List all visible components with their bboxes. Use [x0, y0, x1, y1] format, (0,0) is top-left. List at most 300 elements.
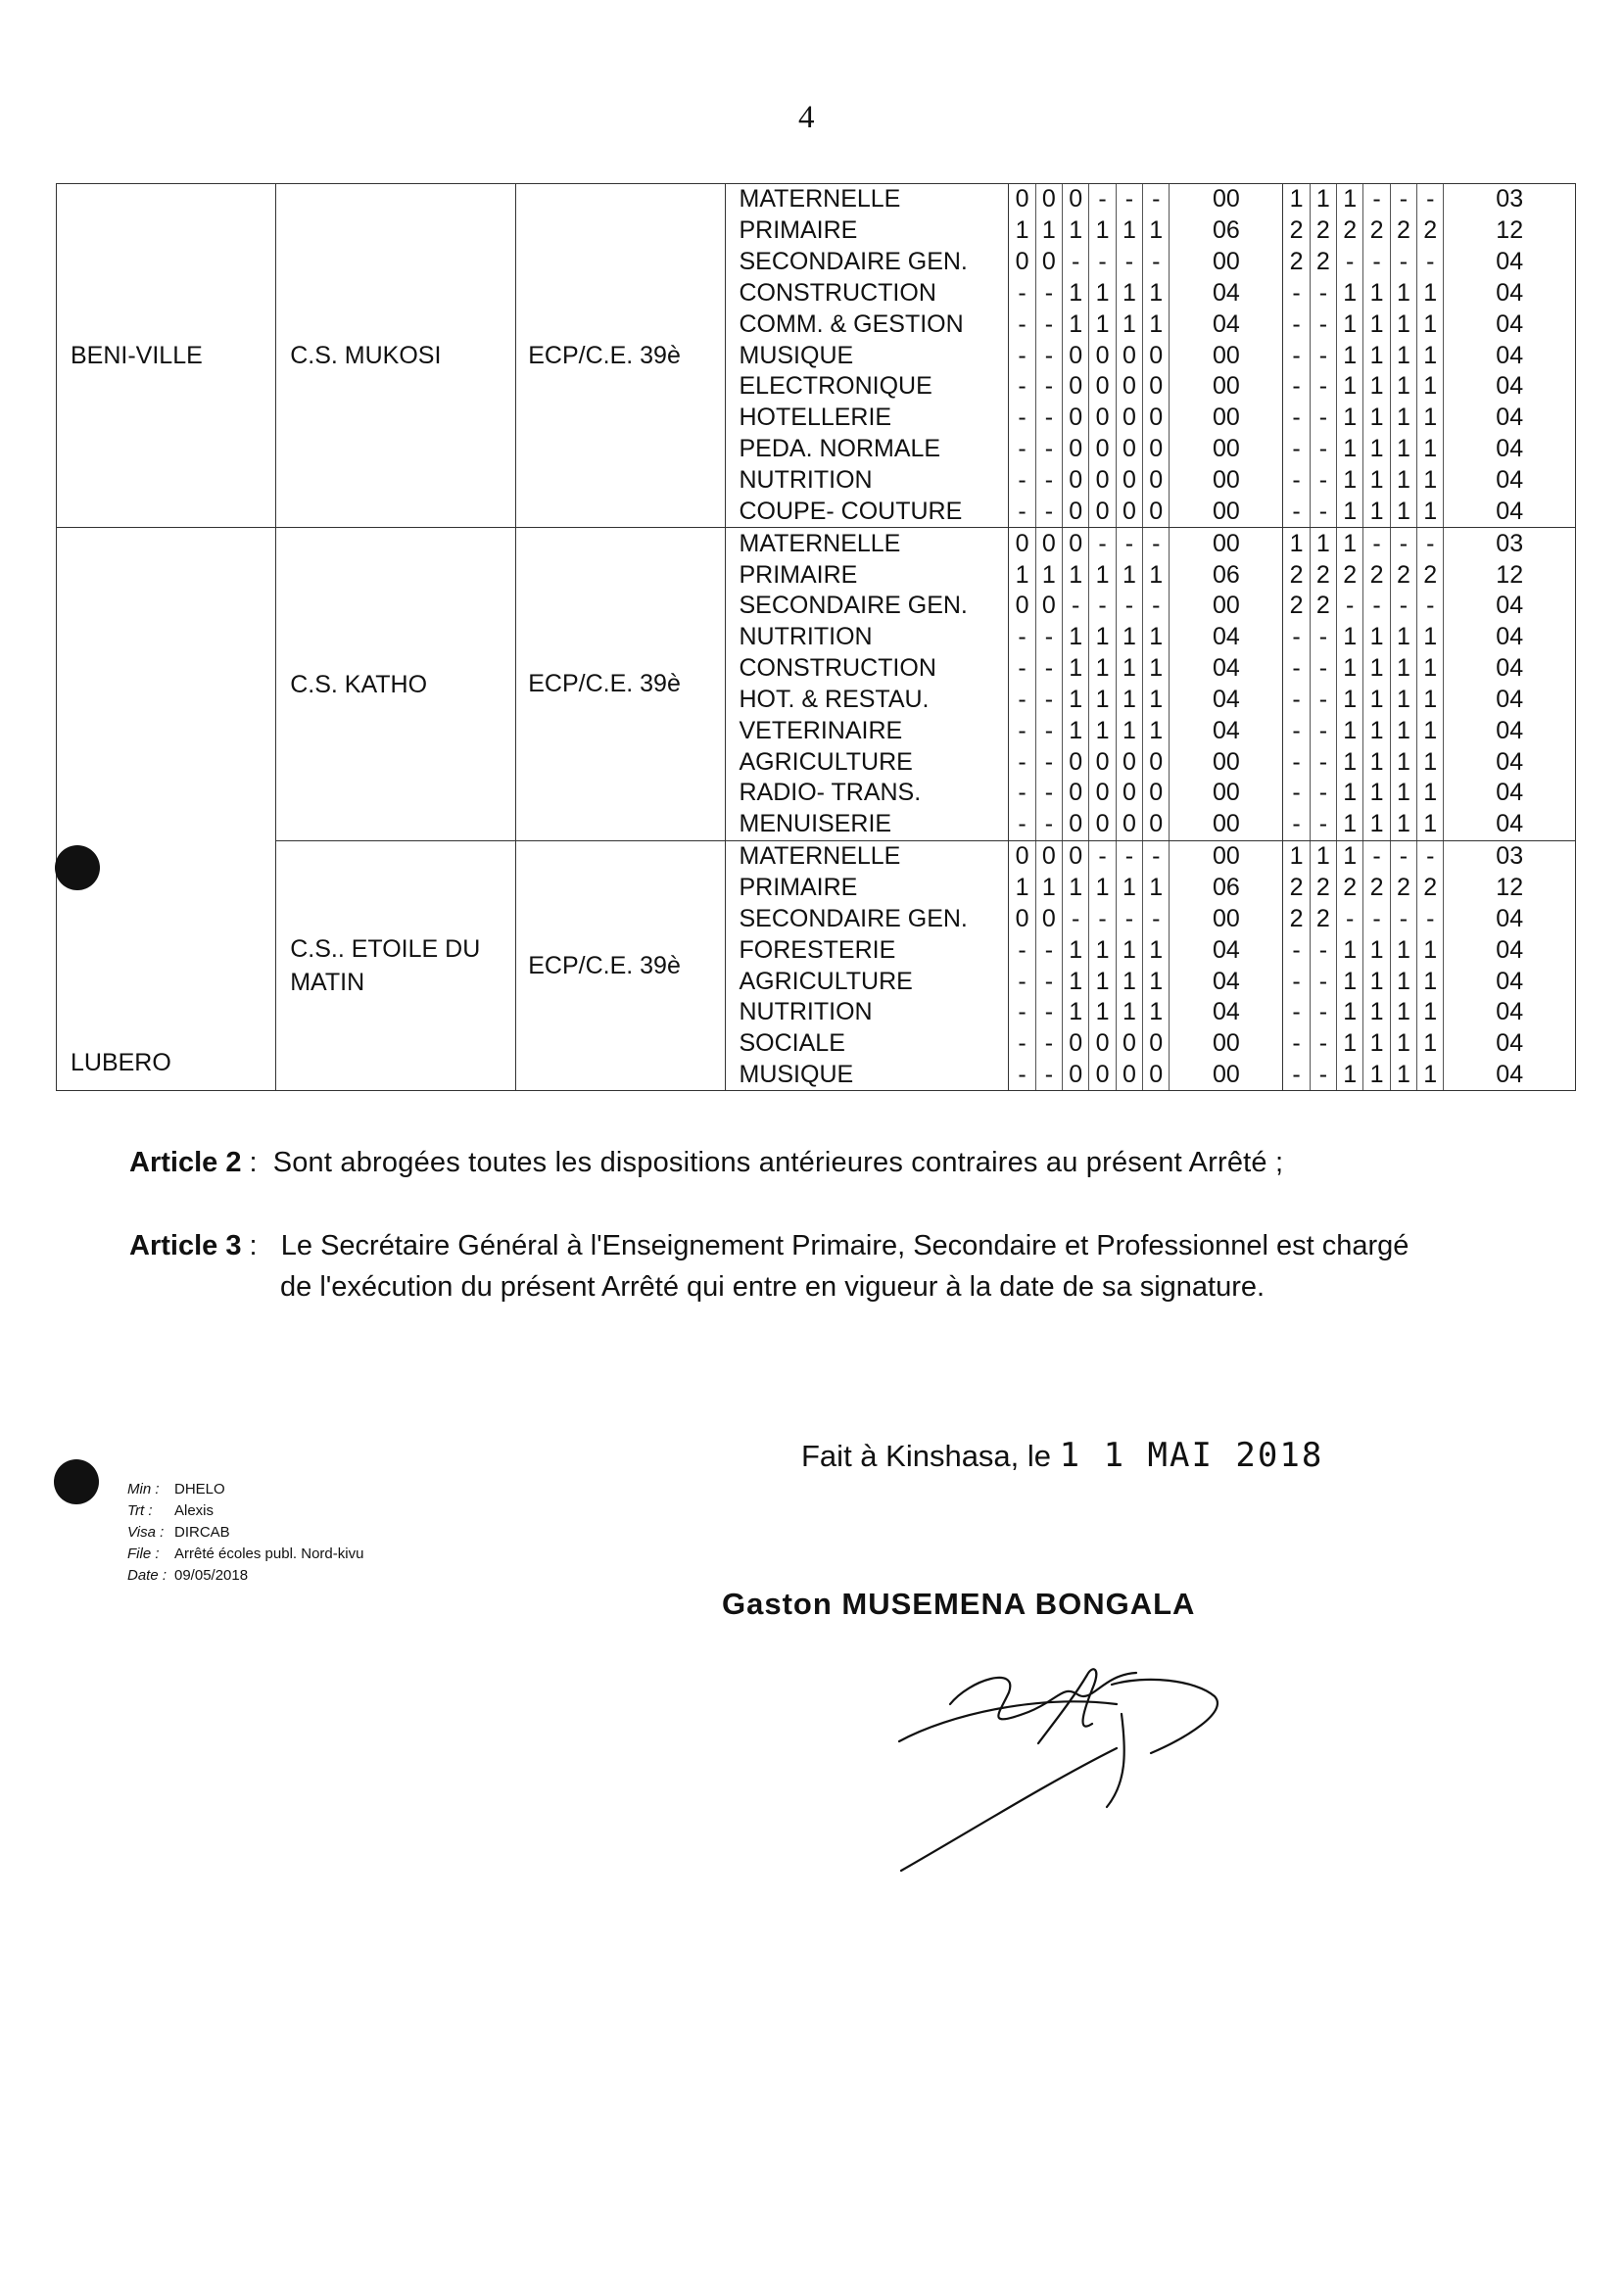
count-cell-a: 0: [1063, 778, 1089, 809]
count-cell-a: 0: [1143, 403, 1170, 434]
count-cell-a: 1: [1116, 715, 1142, 746]
total-cell-b: 03: [1444, 528, 1576, 559]
count-cell-b: -: [1283, 340, 1310, 371]
total-cell-b: 04: [1444, 403, 1576, 434]
count-cell-a: 1: [1143, 215, 1170, 247]
count-cell-a: 0: [1116, 340, 1142, 371]
count-cell-b: 1: [1363, 966, 1390, 997]
count-cell-a: -: [1009, 403, 1035, 434]
count-cell-a: 0: [1116, 809, 1142, 840]
count-cell-b: -: [1310, 715, 1336, 746]
option-cell: SECONDAIRE GEN.: [725, 247, 1009, 278]
count-cell-a: 0: [1063, 434, 1089, 465]
count-cell-a: 1: [1143, 997, 1170, 1028]
count-cell-a: -: [1035, 934, 1062, 966]
reference-line: [127, 1522, 363, 1544]
count-cell-a: 1: [1143, 309, 1170, 340]
count-cell-a: 1: [1116, 934, 1142, 966]
count-cell-a: -: [1116, 840, 1142, 872]
count-cell-b: 1: [1417, 371, 1444, 403]
reference-key: Trt :: [127, 1502, 153, 1519]
count-cell-a: 1: [1063, 966, 1089, 997]
count-cell-a: 1: [1009, 873, 1035, 904]
count-cell-b: 1: [1363, 340, 1390, 371]
count-cell-b: 1: [1417, 622, 1444, 653]
total-cell-a: 06: [1170, 215, 1283, 247]
total-cell-a: 00: [1170, 1028, 1283, 1060]
count-cell-a: 0: [1089, 746, 1116, 778]
count-cell-b: 2: [1417, 559, 1444, 591]
count-cell-a: 1: [1035, 215, 1062, 247]
count-cell-b: 2: [1283, 591, 1310, 622]
count-cell-a: 0: [1009, 903, 1035, 934]
count-cell-b: 1: [1363, 1028, 1390, 1060]
count-cell-b: 2: [1363, 873, 1390, 904]
count-cell-a: -: [1035, 309, 1062, 340]
total-cell-b: 04: [1444, 465, 1576, 497]
article-2-text: Sont abrogées toutes les dispositions antérieures contraires au présent Arrêté ;: [272, 1147, 1284, 1178]
regime-cell: ECP/C.E. 39è: [516, 184, 725, 528]
count-cell-a: 1: [1063, 215, 1089, 247]
option-cell: PRIMAIRE: [725, 215, 1009, 247]
reference-line: [127, 1479, 363, 1500]
count-cell-a: -: [1035, 685, 1062, 716]
count-cell-b: -: [1283, 1060, 1310, 1091]
count-cell-b: 1: [1417, 1028, 1444, 1060]
count-cell-b: -: [1310, 496, 1336, 527]
total-cell-a: 06: [1170, 873, 1283, 904]
count-cell-a: -: [1089, 247, 1116, 278]
count-cell-b: 1: [1283, 528, 1310, 559]
count-cell-a: 1: [1116, 873, 1142, 904]
article-3-label: Article 3: [129, 1230, 242, 1261]
count-cell-a: -: [1116, 184, 1142, 215]
count-cell-a: -: [1089, 840, 1116, 872]
count-cell-b: -: [1310, 622, 1336, 653]
count-cell-b: 1: [1390, 778, 1416, 809]
ecole-cell: C.S. MUKOSI: [276, 184, 516, 528]
count-cell-a: 1: [1089, 715, 1116, 746]
count-cell-a: 1: [1116, 997, 1142, 1028]
count-cell-b: 2: [1337, 215, 1363, 247]
count-cell-b: 1: [1363, 371, 1390, 403]
count-cell-a: 1: [1063, 622, 1089, 653]
count-cell-a: 0: [1089, 496, 1116, 527]
count-cell-b: 1: [1363, 746, 1390, 778]
count-cell-a: 0: [1116, 746, 1142, 778]
total-cell-a: 00: [1170, 1060, 1283, 1091]
count-cell-a: -: [1089, 591, 1116, 622]
count-cell-b: 1: [1337, 622, 1363, 653]
count-cell-a: -: [1009, 371, 1035, 403]
count-cell-b: 1: [1283, 184, 1310, 215]
reference-key: File :: [127, 1545, 160, 1562]
count-cell-a: -: [1009, 496, 1035, 527]
count-cell-a: 0: [1143, 371, 1170, 403]
count-cell-b: -: [1363, 591, 1390, 622]
reference-value: 09/05/2018: [174, 1567, 249, 1584]
total-cell-b: 04: [1444, 1060, 1576, 1091]
reference-key: Visa :: [127, 1524, 165, 1541]
total-cell-a: 00: [1170, 840, 1283, 872]
count-cell-a: 0: [1116, 465, 1142, 497]
count-cell-a: -: [1035, 997, 1062, 1028]
count-cell-a: 1: [1089, 309, 1116, 340]
count-cell-a: -: [1035, 1060, 1062, 1091]
count-cell-a: -: [1063, 247, 1089, 278]
total-cell-b: 04: [1444, 278, 1576, 309]
count-cell-a: 0: [1116, 1060, 1142, 1091]
article-2: [129, 1142, 1520, 1183]
count-cell-a: -: [1009, 809, 1035, 840]
count-cell-a: 0: [1116, 778, 1142, 809]
count-cell-b: -: [1283, 715, 1310, 746]
count-cell-b: 1: [1390, 371, 1416, 403]
count-cell-b: -: [1283, 465, 1310, 497]
total-cell-b: 03: [1444, 184, 1576, 215]
count-cell-a: 0: [1143, 778, 1170, 809]
count-cell-b: 2: [1310, 873, 1336, 904]
count-cell-a: 1: [1063, 685, 1089, 716]
option-cell: CONSTRUCTION: [725, 278, 1009, 309]
count-cell-a: -: [1089, 528, 1116, 559]
option-cell: SECONDAIRE GEN.: [725, 591, 1009, 622]
count-cell-a: -: [1116, 591, 1142, 622]
count-cell-b: -: [1283, 403, 1310, 434]
total-cell-b: 04: [1444, 934, 1576, 966]
count-cell-a: 0: [1009, 840, 1035, 872]
count-cell-b: -: [1283, 746, 1310, 778]
count-cell-b: 1: [1390, 1060, 1416, 1091]
count-cell-b: -: [1390, 528, 1416, 559]
count-cell-a: -: [1143, 591, 1170, 622]
ecole-cell: C.S.. ETOILE DU MATIN: [276, 840, 516, 1091]
count-cell-b: 2: [1417, 873, 1444, 904]
count-cell-b: 1: [1417, 809, 1444, 840]
count-cell-b: 1: [1363, 1060, 1390, 1091]
count-cell-a: 1: [1116, 215, 1142, 247]
option-cell: HOT. & RESTAU.: [725, 685, 1009, 716]
option-cell: ELECTRONIQUE: [725, 371, 1009, 403]
count-cell-a: -: [1089, 903, 1116, 934]
count-cell-a: 1: [1116, 685, 1142, 716]
total-cell-a: 00: [1170, 746, 1283, 778]
count-cell-a: 0: [1035, 903, 1062, 934]
option-cell: NUTRITION: [725, 997, 1009, 1028]
total-cell-a: 00: [1170, 184, 1283, 215]
count-cell-b: -: [1417, 528, 1444, 559]
count-cell-b: -: [1310, 809, 1336, 840]
count-cell-a: 0: [1063, 496, 1089, 527]
count-cell-a: 1: [1089, 278, 1116, 309]
count-cell-a: 1: [1035, 559, 1062, 591]
count-cell-b: 1: [1417, 340, 1444, 371]
count-cell-b: 1: [1390, 934, 1416, 966]
count-cell-a: 0: [1035, 840, 1062, 872]
count-cell-a: 1: [1063, 559, 1089, 591]
count-cell-b: -: [1363, 840, 1390, 872]
count-cell-a: 0: [1063, 1028, 1089, 1060]
option-cell: SECONDAIRE GEN.: [725, 903, 1009, 934]
count-cell-a: -: [1035, 403, 1062, 434]
count-cell-a: 0: [1143, 746, 1170, 778]
total-cell-b: 04: [1444, 809, 1576, 840]
count-cell-b: 2: [1310, 247, 1336, 278]
count-cell-b: 1: [1337, 1028, 1363, 1060]
count-cell-b: 1: [1337, 340, 1363, 371]
article-3-line1: Le Secrétaire Général à l'Enseignement Primaire, Secondaire et Professionnel est chargé: [280, 1230, 1409, 1261]
count-cell-b: -: [1417, 840, 1444, 872]
count-cell-a: -: [1035, 715, 1062, 746]
count-cell-a: -: [1009, 653, 1035, 685]
count-cell-b: 1: [1363, 465, 1390, 497]
table-row: [57, 528, 1576, 559]
total-cell-b: 12: [1444, 215, 1576, 247]
option-cell: MATERNELLE: [725, 184, 1009, 215]
reference-value: DIRCAB: [174, 1524, 230, 1541]
count-cell-a: 1: [1063, 278, 1089, 309]
count-cell-b: -: [1310, 997, 1336, 1028]
count-cell-b: -: [1310, 778, 1336, 809]
count-cell-a: 1: [1063, 309, 1089, 340]
total-cell-a: 00: [1170, 778, 1283, 809]
count-cell-b: 1: [1337, 653, 1363, 685]
count-cell-b: -: [1310, 934, 1336, 966]
count-cell-b: 1: [1390, 653, 1416, 685]
count-cell-b: 1: [1363, 496, 1390, 527]
count-cell-a: -: [1143, 903, 1170, 934]
count-cell-b: 1: [1390, 1028, 1416, 1060]
count-cell-b: 1: [1417, 746, 1444, 778]
count-cell-a: -: [1009, 340, 1035, 371]
count-cell-a: 0: [1089, 1060, 1116, 1091]
count-cell-a: 1: [1143, 966, 1170, 997]
count-cell-a: 1: [1143, 715, 1170, 746]
count-cell-b: 2: [1283, 215, 1310, 247]
count-cell-b: -: [1310, 403, 1336, 434]
count-cell-b: 1: [1337, 778, 1363, 809]
count-cell-b: 1: [1337, 278, 1363, 309]
count-cell-a: 0: [1089, 434, 1116, 465]
count-cell-a: 1: [1116, 278, 1142, 309]
count-cell-a: 1: [1089, 215, 1116, 247]
count-cell-a: 1: [1009, 559, 1035, 591]
count-cell-b: 1: [1363, 809, 1390, 840]
count-cell-b: 1: [1337, 403, 1363, 434]
count-cell-a: 0: [1089, 465, 1116, 497]
count-cell-b: -: [1283, 371, 1310, 403]
count-cell-b: 1: [1390, 403, 1416, 434]
count-cell-b: -: [1283, 934, 1310, 966]
reference-line: [127, 1544, 363, 1565]
count-cell-a: 0: [1089, 1028, 1116, 1060]
count-cell-a: 1: [1089, 653, 1116, 685]
count-cell-b: -: [1310, 278, 1336, 309]
count-cell-a: 0: [1143, 496, 1170, 527]
count-cell-b: -: [1310, 1060, 1336, 1091]
option-cell: VETERINAIRE: [725, 715, 1009, 746]
total-cell-b: 04: [1444, 778, 1576, 809]
date-stamp: 1 1 MAI 2018: [1059, 1436, 1324, 1475]
reference-value: Alexis: [174, 1502, 215, 1519]
count-cell-b: 1: [1363, 778, 1390, 809]
total-cell-a: 00: [1170, 528, 1283, 559]
count-cell-a: -: [1089, 184, 1116, 215]
signatory-name: Gaston MUSEMENA BONGALA: [722, 1587, 1196, 1621]
count-cell-a: 0: [1143, 809, 1170, 840]
reference-value: Arrêté écoles publ. Nord-kivu: [174, 1545, 364, 1562]
count-cell-b: 1: [1390, 685, 1416, 716]
total-cell-a: 00: [1170, 403, 1283, 434]
count-cell-b: -: [1363, 184, 1390, 215]
count-cell-b: 1: [1417, 653, 1444, 685]
option-cell: COMM. & GESTION: [725, 309, 1009, 340]
count-cell-b: 1: [1310, 528, 1336, 559]
count-cell-b: 1: [1337, 528, 1363, 559]
count-cell-b: -: [1337, 591, 1363, 622]
total-cell-b: 04: [1444, 1028, 1576, 1060]
article-2-separator: :: [241, 1147, 273, 1178]
count-cell-b: 1: [1363, 934, 1390, 966]
total-cell-b: 03: [1444, 840, 1576, 872]
count-cell-b: -: [1283, 496, 1310, 527]
total-cell-a: 04: [1170, 653, 1283, 685]
count-cell-a: 1: [1116, 622, 1142, 653]
option-cell: NUTRITION: [725, 622, 1009, 653]
count-cell-b: 1: [1390, 746, 1416, 778]
count-cell-a: 1: [1143, 622, 1170, 653]
count-cell-b: 2: [1337, 873, 1363, 904]
count-cell-b: -: [1390, 591, 1416, 622]
count-cell-b: 1: [1390, 434, 1416, 465]
total-cell-b: 04: [1444, 591, 1576, 622]
count-cell-a: 0: [1089, 809, 1116, 840]
count-cell-a: -: [1035, 465, 1062, 497]
count-cell-a: 1: [1143, 559, 1170, 591]
article-2-label: Article 2: [129, 1147, 242, 1178]
total-cell-b: 04: [1444, 622, 1576, 653]
option-cell: PRIMAIRE: [725, 873, 1009, 904]
count-cell-b: -: [1417, 247, 1444, 278]
count-cell-a: -: [1035, 966, 1062, 997]
total-cell-a: 04: [1170, 622, 1283, 653]
count-cell-a: 1: [1089, 559, 1116, 591]
total-cell-a: 04: [1170, 715, 1283, 746]
option-cell: AGRICULTURE: [725, 966, 1009, 997]
count-cell-b: 1: [1337, 997, 1363, 1028]
count-cell-a: 0: [1116, 403, 1142, 434]
total-cell-a: 04: [1170, 934, 1283, 966]
count-cell-a: 1: [1089, 622, 1116, 653]
count-cell-b: -: [1390, 247, 1416, 278]
total-cell-b: 04: [1444, 434, 1576, 465]
count-cell-a: -: [1009, 309, 1035, 340]
article-3: [129, 1225, 1520, 1307]
count-cell-a: -: [1009, 966, 1035, 997]
count-cell-a: -: [1143, 528, 1170, 559]
count-cell-a: -: [1035, 746, 1062, 778]
count-cell-a: 1: [1035, 873, 1062, 904]
handwritten-signature: [891, 1636, 1244, 1890]
total-cell-a: 00: [1170, 903, 1283, 934]
count-cell-b: -: [1310, 685, 1336, 716]
reference-key: Date :: [127, 1567, 167, 1584]
count-cell-a: 1: [1063, 997, 1089, 1028]
option-cell: FORESTERIE: [725, 934, 1009, 966]
option-cell: HOTELLERIE: [725, 403, 1009, 434]
count-cell-b: 1: [1363, 685, 1390, 716]
count-cell-b: -: [1283, 309, 1310, 340]
count-cell-b: -: [1390, 903, 1416, 934]
count-cell-b: -: [1337, 903, 1363, 934]
total-cell-b: 04: [1444, 685, 1576, 716]
option-cell: MATERNELLE: [725, 840, 1009, 872]
table-row: [57, 840, 1576, 872]
count-cell-a: 0: [1116, 371, 1142, 403]
count-cell-b: -: [1390, 840, 1416, 872]
total-cell-a: 04: [1170, 966, 1283, 997]
count-cell-a: 0: [1143, 1028, 1170, 1060]
count-cell-a: -: [1116, 903, 1142, 934]
count-cell-b: 2: [1390, 873, 1416, 904]
count-cell-a: 0: [1009, 591, 1035, 622]
count-cell-b: 1: [1390, 966, 1416, 997]
count-cell-b: 1: [1337, 309, 1363, 340]
count-cell-b: 1: [1337, 715, 1363, 746]
count-cell-a: 1: [1116, 309, 1142, 340]
count-cell-b: 1: [1337, 840, 1363, 872]
count-cell-a: 0: [1116, 434, 1142, 465]
count-cell-a: 1: [1009, 215, 1035, 247]
count-cell-a: 1: [1143, 934, 1170, 966]
count-cell-b: 1: [1363, 653, 1390, 685]
count-cell-b: 2: [1283, 873, 1310, 904]
count-cell-a: 1: [1143, 685, 1170, 716]
count-cell-b: 2: [1283, 559, 1310, 591]
count-cell-b: 1: [1390, 622, 1416, 653]
count-cell-b: 2: [1310, 591, 1336, 622]
total-cell-a: 00: [1170, 247, 1283, 278]
count-cell-b: 1: [1283, 840, 1310, 872]
count-cell-b: -: [1390, 184, 1416, 215]
count-cell-b: 1: [1417, 966, 1444, 997]
option-cell: AGRICULTURE: [725, 746, 1009, 778]
count-cell-a: 1: [1089, 997, 1116, 1028]
count-cell-b: 1: [1363, 309, 1390, 340]
punch-hole-left: [54, 1459, 99, 1504]
count-cell-b: -: [1310, 371, 1336, 403]
count-cell-a: -: [1035, 278, 1062, 309]
count-cell-b: 2: [1363, 559, 1390, 591]
count-cell-a: 1: [1063, 934, 1089, 966]
count-cell-b: -: [1283, 966, 1310, 997]
count-cell-a: 0: [1143, 340, 1170, 371]
option-cell: MATERNELLE: [725, 528, 1009, 559]
total-cell-b: 04: [1444, 997, 1576, 1028]
count-cell-b: 2: [1390, 559, 1416, 591]
count-cell-a: 1: [1063, 873, 1089, 904]
regime-cell: ECP/C.E. 39è: [516, 840, 725, 1091]
total-cell-a: 04: [1170, 309, 1283, 340]
total-cell-b: 04: [1444, 746, 1576, 778]
total-cell-a: 00: [1170, 591, 1283, 622]
count-cell-b: 1: [1390, 278, 1416, 309]
reference-line: [127, 1500, 363, 1522]
option-cell: COUPE- COUTURE: [725, 496, 1009, 527]
count-cell-a: -: [1143, 840, 1170, 872]
count-cell-b: -: [1283, 1028, 1310, 1060]
count-cell-b: 1: [1337, 496, 1363, 527]
